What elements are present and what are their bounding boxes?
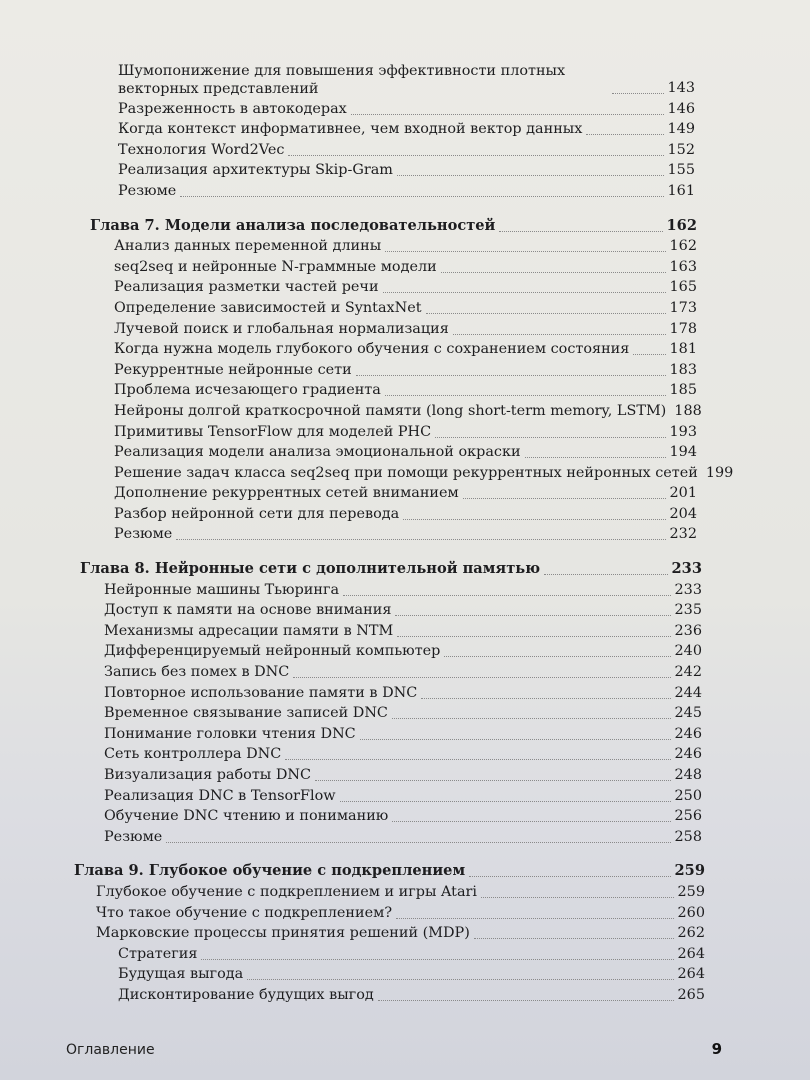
toc-page-number: 235 <box>674 602 702 619</box>
dot-leader <box>343 594 670 596</box>
dot-leader <box>453 333 666 335</box>
toc-entry-title: Технология Word2Vec <box>118 141 285 158</box>
toc-entry-title: Реализация разметки частей речи <box>114 279 379 296</box>
dot-leader <box>392 717 671 719</box>
toc-entry <box>0 723 702 744</box>
toc-entry-title: Реализация архитектуры Skip-Gram <box>118 162 393 179</box>
toc-entry-title: Рекуррентные нейронные сети <box>114 361 352 378</box>
toc-entry <box>0 277 697 298</box>
table-of-contents <box>0 62 810 1005</box>
dot-leader <box>385 250 665 252</box>
toc-entry-title: Примитивы TensorFlow для моделей РНС <box>114 423 432 440</box>
chapter-heading <box>0 215 697 236</box>
toc-entry-title: Разреженность в автокодерах <box>118 100 347 117</box>
dot-leader <box>403 518 665 520</box>
toc-page-number: 256 <box>674 808 702 825</box>
toc-entry <box>0 139 695 160</box>
dot-leader <box>392 820 670 822</box>
toc-page-number: 183 <box>669 361 697 378</box>
toc-page-number: 242 <box>674 664 702 681</box>
toc-page-number: 146 <box>667 100 695 117</box>
dot-leader <box>396 917 673 919</box>
dot-leader <box>474 937 674 939</box>
toc-entry <box>0 119 695 140</box>
toc-page-number: 264 <box>677 945 705 962</box>
toc-page-number: 248 <box>674 767 702 783</box>
toc-page-number: 265 <box>677 986 705 1003</box>
toc-entry-title: Дополнение рекуррентных сетей вниманием <box>114 485 459 502</box>
dot-leader <box>351 113 664 115</box>
toc-entry <box>0 703 702 724</box>
toc-entry <box>0 483 697 504</box>
dot-leader <box>340 800 671 802</box>
dot-leader <box>435 436 665 438</box>
toc-page-number: 236 <box>674 622 702 639</box>
toc-page-number: 185 <box>669 382 697 399</box>
toc-entry-title: Глубокое обучение с подкреплением и игры Atari <box>96 883 478 900</box>
toc-entry-title: seq2seq и нейронные N-граммные модели <box>114 258 437 275</box>
toc-entry <box>0 744 702 765</box>
dot-leader <box>383 291 666 293</box>
dot-leader <box>201 958 673 960</box>
chapter-title: Глава 9. Глубокое обучение с подкреплением <box>74 862 466 880</box>
toc-entry <box>0 641 702 662</box>
toc-page-number: 143 <box>667 80 695 96</box>
toc-entry <box>0 579 702 600</box>
footer-title: Оглавление <box>66 1042 155 1058</box>
toc-entry-title: Повторное использование памяти в DNC <box>104 684 418 701</box>
toc-entry-title: Резюме <box>118 182 177 199</box>
toc-entry-title: Анализ данных переменной длины <box>114 238 382 255</box>
dot-leader <box>288 154 663 156</box>
toc-entry-title: Решение задач класса seq2seq при помощи рекуррентных нейронных сетей <box>114 464 698 481</box>
toc-page-number: 173 <box>669 299 697 316</box>
toc-entry <box>0 806 702 827</box>
toc-entry-title: Стратегия <box>118 945 198 962</box>
dot-leader <box>356 374 666 376</box>
toc-page-number: 178 <box>669 320 697 337</box>
toc-entry-title: Реализация модели анализа эмоциональной окраски <box>114 444 521 461</box>
toc-entry-title: Резюме <box>114 526 173 543</box>
dot-leader <box>360 738 671 740</box>
toc-entry <box>0 160 695 181</box>
toc-page-number: 259 <box>677 883 705 900</box>
toc-page-number: 232 <box>669 526 697 543</box>
chapter-heading <box>0 861 705 882</box>
toc-page-number: 181 <box>669 341 697 358</box>
toc-entry <box>0 180 695 201</box>
toc-entry-title: Определение зависимостей и SyntaxNet <box>114 299 422 316</box>
toc-entry <box>0 785 702 806</box>
toc-entry-title: Запись без помех в DNC <box>104 664 290 681</box>
dot-leader <box>463 497 666 499</box>
toc-entry <box>0 943 705 964</box>
dot-leader <box>315 779 671 781</box>
dot-leader <box>395 614 670 616</box>
dot-leader <box>444 655 670 657</box>
toc-page-number: 161 <box>667 182 695 199</box>
toc-entry-title: Реализация DNC в TensorFlow <box>104 787 336 804</box>
toc-page-number: 258 <box>674 828 702 845</box>
toc-entry-title: Шумопонижение для повышения эффективности плотных векторных представлений <box>118 63 566 97</box>
chapter-title: Глава 7. Модели анализа последовательностей <box>90 216 496 234</box>
page-footer <box>66 1040 722 1058</box>
toc-page-number: 188 <box>674 402 702 419</box>
toc-entry <box>0 826 702 847</box>
toc-entry-title: Обучение DNC чтению и пониманию <box>104 808 389 825</box>
toc-entry-title: Дифференцируемый нейронный компьютер <box>104 643 441 660</box>
toc-page-number: 244 <box>674 684 702 701</box>
toc-entry-title: Временное связывание записей DNC <box>104 705 388 722</box>
toc-entry-title: Сеть контроллера DNC <box>104 746 282 763</box>
toc-entry-title: Нейронные машины Тьюринга <box>104 581 340 598</box>
toc-entry-title: Визуализация работы DNC <box>104 767 311 783</box>
toc-page-number: 246 <box>674 725 702 742</box>
toc-entry-title: Разбор нейронной сети для перевода <box>114 505 400 522</box>
dot-leader <box>285 758 670 760</box>
dot-leader <box>378 999 674 1001</box>
toc-entry <box>0 62 695 98</box>
toc-entry <box>0 661 702 682</box>
dot-leader <box>544 573 667 575</box>
toc-entry <box>0 98 695 119</box>
dot-leader <box>612 92 664 94</box>
toc-entry <box>0 421 697 442</box>
toc-entry <box>0 503 697 524</box>
toc-page-number: 246 <box>674 746 702 763</box>
toc-page-number: 204 <box>669 505 697 522</box>
toc-entry <box>0 881 705 902</box>
chapter-title: Глава 8. Нейронные сети с дополнительной памятью <box>80 560 541 578</box>
toc-entry-title: Что такое обучение с подкреплением? <box>96 904 393 921</box>
toc-page-number: 245 <box>674 705 702 722</box>
toc-entry <box>0 236 697 257</box>
toc-entry <box>0 620 702 641</box>
dot-leader <box>469 875 670 877</box>
toc-entry <box>0 400 702 421</box>
dot-leader <box>397 635 670 637</box>
toc-page-number: 199 <box>705 464 734 481</box>
toc-page-number: 240 <box>674 643 702 660</box>
toc-entry-title: Проблема исчезающего градиента <box>114 382 381 399</box>
toc-entry-title: Доступ к памяти на основе внимания <box>104 602 392 619</box>
toc-entry <box>0 442 697 463</box>
dot-leader <box>247 978 673 980</box>
toc-page-number: 162 <box>666 216 697 234</box>
toc-page-number: 152 <box>667 141 695 158</box>
toc-entry <box>0 902 705 923</box>
dot-leader <box>293 676 670 678</box>
toc-entry <box>0 682 702 703</box>
toc-entry <box>0 297 697 318</box>
toc-entry-title: Будущая выгода <box>118 966 244 983</box>
toc-entry <box>0 984 705 1005</box>
toc-entry <box>0 964 705 985</box>
dot-leader <box>441 271 666 273</box>
dot-leader <box>166 841 670 843</box>
toc-entry-title: Нейроны долгой краткосрочной памяти (long short-term memory, LSTM) <box>114 402 667 419</box>
toc-page-number: 163 <box>669 258 697 275</box>
toc-page-number: 233 <box>674 581 702 598</box>
toc-page-number: 201 <box>669 485 697 502</box>
toc-page-number: 193 <box>669 423 697 440</box>
toc-page-number: 233 <box>671 560 702 578</box>
toc-entry-title: Марковские процессы принятия решений (MDP) <box>96 925 470 942</box>
dot-leader <box>481 896 674 898</box>
page-number: 9 <box>711 1040 722 1058</box>
toc-page-number: 264 <box>677 966 705 983</box>
toc-entry-title: Резюме <box>104 828 163 845</box>
dot-leader <box>385 394 666 396</box>
dot-leader <box>421 697 670 699</box>
chapter-heading <box>0 558 702 579</box>
toc-entry-title: Дисконтирование будущих выгод <box>118 986 374 1003</box>
toc-entry <box>0 764 702 785</box>
toc-entry-title: Механизмы адресации памяти в NTM <box>104 622 394 639</box>
toc-page-number: 250 <box>674 787 702 804</box>
toc-entry <box>0 359 697 380</box>
dot-leader <box>525 456 666 458</box>
toc-page-number: 260 <box>677 904 705 921</box>
toc-entry-title: Когда нужна модель глубокого обучения с сохранением состояния <box>114 341 630 358</box>
toc-page-number: 155 <box>667 162 695 179</box>
dot-leader <box>633 353 665 355</box>
toc-entry <box>0 462 734 483</box>
toc-entry-title: Когда контекст информативнее, чем входной вектор данных <box>118 121 583 138</box>
dot-leader <box>499 230 662 232</box>
toc-page-number: 194 <box>669 444 697 461</box>
toc-entry-title: Понимание головки чтения DNC <box>104 725 356 742</box>
toc-entry <box>0 380 697 401</box>
toc-entry <box>0 256 697 277</box>
toc-page-number: 162 <box>669 238 697 255</box>
dot-leader <box>176 538 665 540</box>
dot-leader <box>586 133 663 135</box>
toc-entry <box>0 318 697 339</box>
dot-leader <box>397 174 664 176</box>
toc-page-number: 259 <box>674 862 705 880</box>
toc-entry-title: Лучевой поиск и глобальная нормализация <box>114 320 449 337</box>
dot-leader <box>426 312 666 314</box>
toc-page-number: 262 <box>677 925 705 942</box>
toc-entry <box>0 339 697 360</box>
toc-entry <box>0 600 702 621</box>
toc-entry <box>0 923 705 944</box>
toc-page-number: 165 <box>669 279 697 296</box>
toc-entry <box>0 524 697 545</box>
toc-page-number: 149 <box>667 121 695 138</box>
dot-leader <box>180 195 663 197</box>
